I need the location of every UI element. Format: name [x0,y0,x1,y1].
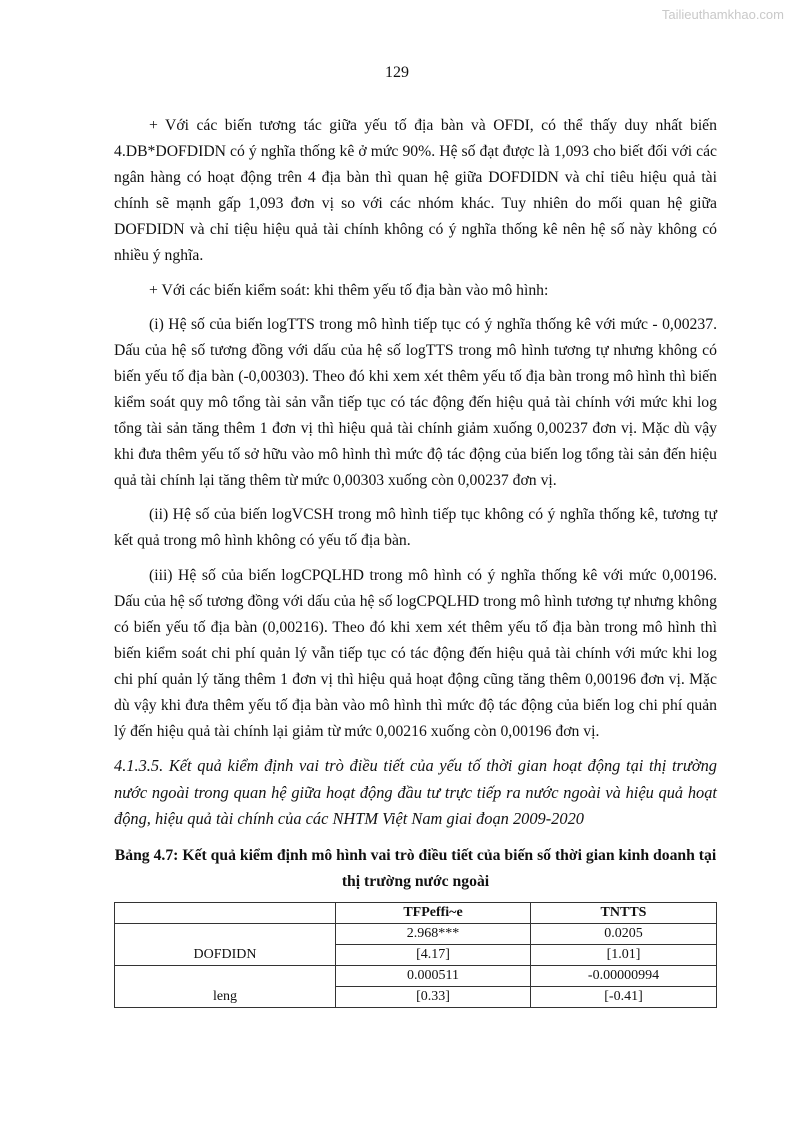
paragraph-logvcsh: (ii) Hệ số của biến logVCSH trong mô hình tiếp tục không có ý nghĩa thống kê, tương tự kết quả trong mô hình không có yếu tố địa bàn. [114,506,717,550]
paragraph-logcpqlhd: (iii) Hệ số của biến logCPQLHD trong mô hình có ý nghĩa thống kê với mức 0,00196. Dấu của hệ số tương đồng với dấu của hệ số logCPQLHD trong mô hình tương tự nhưng không có biến yếu tố địa bàn (0,00216). Theo đó khi xem xét thêm yếu tố địa bàn trong mô hình thì biến kiểm soát chi phí quản lý vẫn tiếp tục có tác động đến hiệu quả tài chính với mức khi log chi phí quản lý tăng thêm 1 đơn vị thì hiệu quả hoạt động cũng tăng thêm 0,00196 đơn vị. Mặc dù vậy khi đưa thêm yếu tố địa bàn vào mô hình thì mức độ tác động của biến log chi phí quản lý đến hiệu quả tài chính lại giảm từ mức 0,00216 xuống còn 0,00196 đơn vị. [114,566,717,741]
table-row [115,923,717,944]
row-label-dofdidn: DOFDIDN [115,923,336,965]
cell-dofdidn-tntts-tstat: [1.01] [531,944,717,965]
table-row [115,965,717,986]
table-header-tntts: TNTTS [531,902,717,923]
cell-dofdidn-tfpeffi-tstat: [4.17] [336,944,531,965]
paragraph-logtts: (i) Hệ số của biến logTTS trong mô hình tiếp tục có ý nghĩa thống kê với mức - 0,00237. Dấu của hệ số tương đồng với dấu của hệ số logTTS trong mô hình tương tự nhưng không có biến yếu tố địa bàn (-0,00303). Theo đó khi xem xét thêm yếu tố địa bàn trong mô hình thì biến kiểm soát quy mô tổng tài sản vẫn tiếp tục có tác động đến hiệu quả tài chính với mức khi log tổng tài sản tăng thêm 1 đơn vị thì hiệu quả tài chính giảm xuống 0,00237 đơn vị. Mặc dù vậy khi đưa thêm yếu tố sở hữu vào mô hình thì mức độ tác động của biến log tổng tài sản đến hiệu quả tài chính lại tăng thêm từ mức 0,00303 xuống còn 0,00237 đơn vị. [114,315,717,490]
table-header-tfpeffi: TFPeffi~e [336,902,531,923]
page-number: 129 [385,64,409,81]
paragraph-interaction-variables: + Với các biến tương tác giữa yếu tố địa bàn và OFDI, có thể thấy duy nhất biến 4.DB*DOFDIDN có ý nghĩa thống kê ở mức 90%. Hệ số đạt được là 1,093 cho biết đối với các ngân hàng có hoạt động trên 4 địa bàn thì quan hệ giữa DOFDIDN và chỉ tiêu hiệu quả tài chính sẽ mạnh gấp 1,093 đơn vị so với các nhóm khác. Tuy nhiên do mối quan hệ giữa DOFDIDN và chỉ tiệu hiệu quả tài chính không có ý nghĩa thống kê nên hệ số này không có nhiều ý nghĩa. [114,117,717,265]
table-caption: Bảng 4.7: Kết quả kiểm định mô hình vai trò điều tiết của biến số thời gian kinh doanh tại thị trường nước ngoài [114,846,717,891]
cell-dofdidn-tfpeffi-coef: 2.968*** [336,923,531,944]
cell-dofdidn-tntts-coef: 0.0205 [531,923,717,944]
cell-leng-tfpeffi-tstat: [0.33] [336,986,531,1007]
paragraph-control-variables: + Với các biến kiểm soát: khi thêm yếu tố địa bàn vào mô hình: [149,281,549,299]
table-header-row [115,902,717,923]
row-label-leng: leng [115,965,336,1007]
table-header-blank [115,902,336,923]
watermark: Tailieuthamkhao.com [661,7,784,22]
cell-leng-tntts-coef: -0.00000994 [531,965,717,986]
cell-leng-tfpeffi-coef: 0.000511 [336,965,531,986]
results-table [114,902,717,1008]
cell-leng-tntts-tstat: [-0.41] [531,986,717,1007]
document-body [114,113,717,1008]
section-heading: 4.1.3.5. Kết quả kiểm định vai trò điều tiết của yếu tố thời gian hoạt động tại thị trường nước ngoài trong quan hệ giữa hoạt động đầu tư trực tiếp ra nước ngoài và hiệu quả hoạt động, hiệu quả tài chính của các NHTM Việt Nam giai đoạn 2009-2020 [114,756,717,829]
